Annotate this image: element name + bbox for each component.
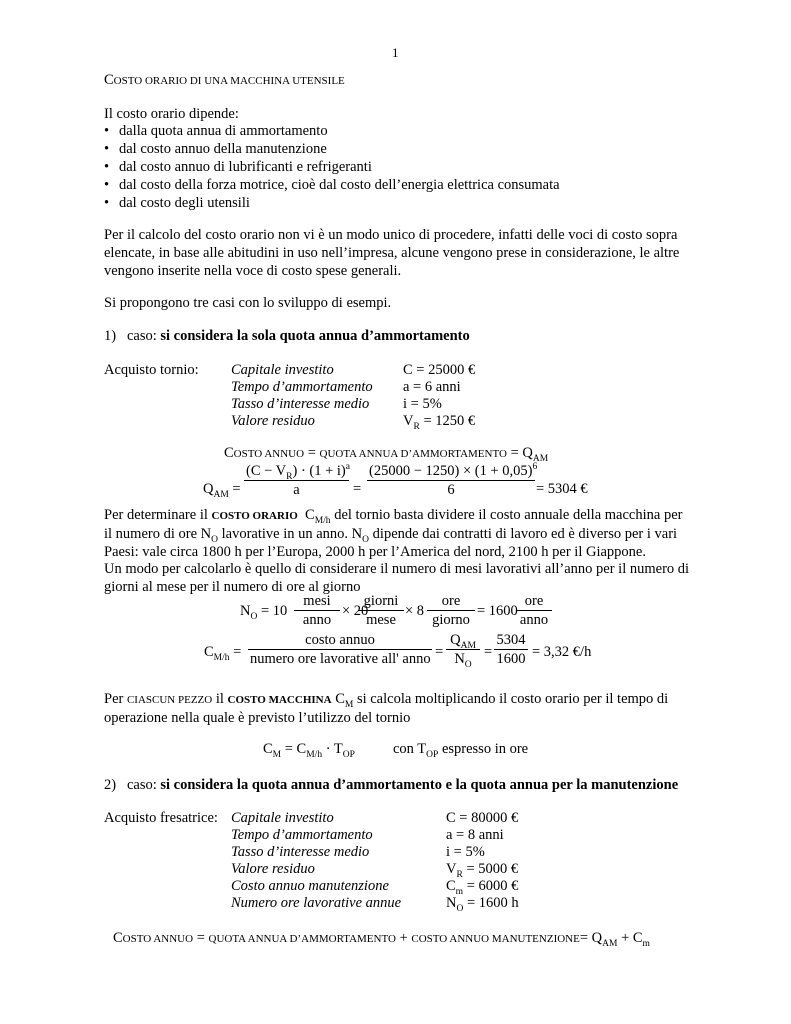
cmh-frac-text: costo annuo numero ore lavorative all' anno [250,632,431,667]
no-frac-giorni: giorni mese [358,593,404,628]
case1-row-label: Capitale investito [231,362,334,378]
paragraph-costo-orario: Per determinare il COSTO ORARIO $C_{M/h}$ del tornio basta dividere il costo annuale della macchina per il numero di ore $N_O$ lavorative in un anno. $N_O$ dipende dai contratti di lavoro ed è diverso per i vari Paesi: vale circa 1800 h per l’Europa, 2000 h per l’America del nord, 2100 h per il Giappone. [104,507,683,560]
cost-items-list [104,122,560,212]
cmh-lhs: $C_{M/h}$ = [204,644,242,663]
bullet-icon: • [104,177,110,193]
cmh-frac-numbers: 5304 1600 [494,632,528,667]
case2-row-value: i = 5% [446,844,485,860]
case2-row-label: Tasso d’interesse medio [231,844,370,860]
case1-row-label: Valore residuo [231,413,315,429]
case2-row-value: $N_O = 1600$ h [446,895,519,914]
case2-row-label: Tempo d’ammortamento [231,827,373,843]
no-result: = 1600 [477,603,518,619]
case2-row-label: Valore residuo [231,861,315,877]
cmh-frac-symbols: $Q_{AM}$ $N_O$ [446,632,480,667]
case2-row-label: Costo annuo manutenzione [231,878,389,894]
case1-costo-annuo-line: COSTO ANNUO = QUOTA ANNUA D’AMMORTAMENTO = $Q_{AM}$ [224,445,549,464]
case2-row-value: a = 8 anni [446,827,504,843]
case1-row-value: a = 6 anni [403,379,461,395]
case1-row-value: C = 25000 € [403,362,476,378]
bullet-icon: • [104,141,110,157]
qam-lhs: $Q_{AM}$ = [203,481,241,500]
bullet-icon: • [104,123,110,139]
intro-text: Il costo orario dipende: [104,106,239,122]
paragraph-cases: Si propongono tre casi con lo sviluppo di esempi. [104,295,392,311]
list-item: • dal costo della forza motrice, cioè dal costo dell’energia elettrica consumata [104,177,560,193]
case1-row-label: Tempo d’ammortamento [231,379,373,395]
no-times-8: × 8 [405,603,425,619]
page-title: COSTO ORARIO DI UNA MACCHINA UTENSILE [104,72,345,88]
case2-heading: 2) caso: si considera la quota annua d’ammortamento e la quota annua per la manutenzione [104,777,679,793]
qam-fraction-symbolic: $(C - V_R) \cdot (1 + i)^a$ a [246,462,350,498]
cm-note: con $T_{OP}$ espresso in ore [393,741,529,760]
case2-row-label: Capitale investito [231,810,334,826]
qam-result: = 5304 € [536,481,588,497]
no-frac-unit: ore anno [516,593,552,628]
paragraph-calcolo-no: Un modo per calcolarlo è quello di considerare il numero di mesi lavorativi all’anno per il numero di giorni al mese per il numero di ore al giorno [104,561,690,595]
case2-row-value: C = 80000 € [446,810,519,826]
case1-heading: 1) caso: si considera la sola quota annua d’ammortamento [104,328,470,344]
case2-acquisto-label: Acquisto fresatrice: [104,810,218,826]
paragraph-method: Per il calcolo del costo orario non vi è un modo unico di procedere, infatti delle voci di costo sopra elencate, in base alle abitudini in uso nell’impresa, alcune vengono prese in considerazione, le altre vengono inserite nella voce di costo spese generali. [104,227,680,279]
qam-fraction-numeric: $(25000 - 1250) \times (1 + 0,05)^6$ 6 [369,462,538,498]
case2-row-value: $C_m = 6000$ € [446,878,519,897]
cmh-result: = 3,32 €/h [532,644,592,660]
case1-acquisto-label: Acquisto tornio: [104,362,199,378]
list-item: • dalla quota annua di ammortamento [104,123,328,139]
list-item: • dal costo degli utensili [104,195,250,211]
cm-equation: $C_M = C_{M/h} \cdot T_{OP}$ [263,741,355,760]
bullet-icon: • [104,195,110,211]
case2-row-label: Numero ore lavorative annue [231,895,402,911]
page-number: 1 [392,45,399,60]
case1-row-value: i = 5% [403,396,442,412]
case1-row-value: $V_R = 1250$ € [403,413,476,432]
no-lhs: $N_O = 10$ [240,603,288,622]
no-times-20: × 20 [342,603,369,619]
case1-row-label: Tasso d’interesse medio [231,396,370,412]
case2-row-value: $V_R = 5000$ € [446,861,519,880]
cmh-equals-2: = [484,644,493,660]
cmh-equals: = [435,644,444,660]
qam-equals: = [353,481,362,497]
case2-costo-annuo-line: COSTO ANNUO = QUOTA ANNUA D’AMMORTAMENTO + COSTO ANNUO MANUTENZIONE= $Q_{AM} + C_m$ [113,930,650,949]
paragraph-costo-macchina: Per CIASCUN PEZZO il COSTO MACCHINA $C_M$ si calcola moltiplicando il costo orario per il tempo di operazione nella quale è previsto l’utilizzo del tornio [104,691,669,726]
no-frac-mesi: mesi anno [294,593,340,628]
list-item: • dal costo annuo della manutenzione [104,141,327,157]
no-frac-ore: ore giorno [427,593,475,628]
bullet-icon: • [104,159,110,175]
list-item: • dal costo annuo di lubrificanti e refrigeranti [104,159,372,175]
